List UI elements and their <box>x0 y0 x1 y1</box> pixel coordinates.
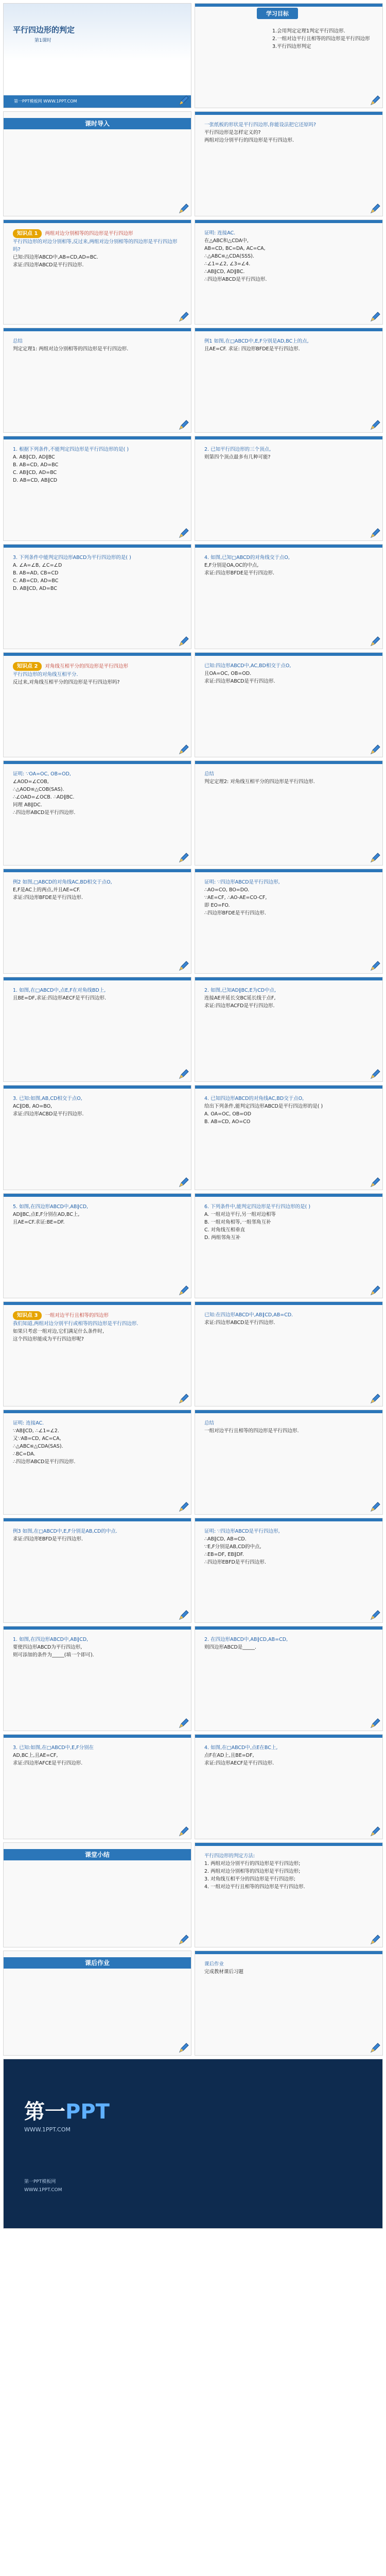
slide-line: 又∵AB=CD, AC=CA, <box>13 1436 61 1442</box>
slide <box>195 652 383 757</box>
pen-icon <box>370 203 381 214</box>
slide-line: 且AE=CF. 求证: 四边形BFDE是平行四边形. <box>204 346 300 352</box>
section-band: 课时导入 <box>4 118 191 129</box>
slide-line: 完成教材课后习题 <box>204 1969 244 1975</box>
slide-line: 且OA=OC, OB=OD. <box>204 671 252 676</box>
slide-line: 点F在AD上,且BE=DF, <box>204 1753 254 1758</box>
slide <box>195 1626 383 1731</box>
slide-line: 已知:四边形ABCD中,AB=CD,AD=BC. <box>13 255 98 260</box>
slide-body <box>13 337 179 353</box>
slide <box>195 1410 383 1515</box>
slide-line: 例3 如图,在□ABCD中,E,F分别是AB,CD的中点. <box>13 1529 117 1534</box>
pen-icon <box>178 1177 189 1188</box>
pen-icon <box>178 744 189 755</box>
slide-line: ∴四边形ABCD是平行四边形. <box>204 277 267 282</box>
slide-line: ∴AB∥CD, AB=CD. <box>204 1536 247 1542</box>
knowledge-tag: 知识点 2 <box>13 662 42 671</box>
slide <box>195 1951 383 2056</box>
slide-body <box>204 1636 370 1651</box>
slide <box>195 977 383 1082</box>
slide-body <box>204 878 370 917</box>
knowledge-tag-row <box>13 1311 179 1320</box>
slide-line: 求证:四边形BFDE是平行四边形. <box>13 895 83 901</box>
slide-line: 求证:四边形ABCD是平行四边形. <box>13 262 84 268</box>
slide-line: D. AB=CD, AB∥CD <box>13 478 58 483</box>
slide-line: 1. 两组对边分别平行的四边形是平行四边形; <box>204 1861 301 1867</box>
top-bar <box>4 653 191 656</box>
slide <box>195 1085 383 1190</box>
pen-icon <box>370 311 381 323</box>
slide <box>3 1193 191 1298</box>
top-bar <box>195 1626 382 1630</box>
slide <box>3 1626 191 1731</box>
slide-line: 2. 如图,已知AD∥BC,E为CD中点, <box>204 988 276 993</box>
slide <box>3 1301 191 1406</box>
slide <box>3 3 191 108</box>
slide-line: 证明: ∵OA=OC, OB=OD, <box>13 771 71 777</box>
pen-icon <box>370 1393 381 1404</box>
slide-line: 平行四边形是怎样定义的? <box>204 130 261 135</box>
pen-icon <box>178 1285 189 1296</box>
slide-line: 2. 两组对边分别相等的四边形是平行四边形; <box>204 1869 301 1874</box>
slide-line: 要使四边形ABCD为平行四边形, <box>13 1645 82 1650</box>
top-bar <box>195 653 382 656</box>
slide-line: 总结 <box>13 338 23 344</box>
slide-body <box>13 878 179 902</box>
slide-line: 4. 已知四边形ABCD的对角线AC,BD交于点O, <box>204 1096 304 1101</box>
final-slide <box>3 2059 383 2229</box>
slide-line: 5. 如图,在四边形ABCD中,AB∥CD, <box>13 1204 89 1210</box>
slide <box>195 3 383 108</box>
slide-line: 3. 已知:如图,AB,CD相交于点O, <box>13 1096 82 1101</box>
slide <box>195 1518 383 1623</box>
slide-line: A. ∠A=∠B, ∠C=∠D <box>13 563 62 568</box>
top-bar <box>195 1735 382 1738</box>
slide-line: ∠AOD=∠COB, <box>13 779 49 785</box>
slide <box>3 1518 191 1623</box>
slide-body <box>13 1203 179 1226</box>
slide-body <box>13 1744 179 1767</box>
slide-line: 3. 对角线互相平分的四边形是平行四边形; <box>204 1876 295 1882</box>
slide-line: E,F分别是OA,OC的中点, <box>204 563 259 568</box>
pen-icon <box>370 1501 381 1513</box>
pen-icon <box>178 1609 189 1621</box>
slide <box>195 111 383 216</box>
slide-line: 我们知道,两组对边分别平行或相等的四边形是平行四边形. <box>13 1321 138 1327</box>
pen-icon <box>178 1934 189 1945</box>
slide-body <box>204 987 370 1010</box>
slide-line: ∵E,F分别是AB,CD的中点, <box>204 1544 261 1550</box>
final-footer-line: WWW.1PPT.COM <box>24 2188 62 2193</box>
top-bar <box>4 761 191 764</box>
slide <box>3 760 191 866</box>
pen-icon <box>370 1285 381 1296</box>
slide-line: 且AE=CF.求证:BE=DF. <box>13 1219 65 1225</box>
slide-line: ∵AB∥CD, ∴∠1=∠2. <box>13 1428 59 1434</box>
pen-icon <box>178 203 189 214</box>
top-bar <box>4 545 191 548</box>
slide-line: 即 EO=FO. <box>204 903 230 908</box>
slide-line: 一张纸板的形状是平行四边形,你能设法把它还原吗? <box>204 122 317 128</box>
slide-line: B. AB=CD, AO=CO <box>204 1119 251 1125</box>
slide-line: 求证:四边形AECF是平行四边形. <box>204 1760 274 1766</box>
slide-body <box>204 554 370 577</box>
slide-body <box>204 1419 370 1435</box>
top-bar <box>195 1843 382 1846</box>
top-bar <box>4 977 191 980</box>
top-bar <box>195 1518 382 1521</box>
top-bar <box>195 112 382 115</box>
slide-body <box>13 987 179 1002</box>
slide-line: ∴△ABC≌△CDA(SAS). <box>13 1444 63 1449</box>
top-bar <box>4 869 191 872</box>
pen-icon <box>370 744 381 755</box>
slide-line: C. AB∥CD, AD=BC <box>13 470 57 476</box>
pen-icon <box>178 1718 189 1729</box>
final-logo-a: 第一 <box>24 2100 65 2124</box>
top-bar <box>195 436 382 439</box>
slide-line: 求证:四边形AFCE是平行四边形. <box>13 1760 83 1766</box>
slide-line: ∵AE=CF, ∴AO-AE=CO-CF, <box>204 895 267 901</box>
slide-line: 证明: ∵四边形ABCD是平行四边形, <box>204 879 280 885</box>
pen-icon <box>370 1934 381 1945</box>
slide-body <box>204 1960 370 1976</box>
slide-line: 这个四边形能成为平行四边形呢? <box>13 1336 84 1342</box>
slide-line: ∴EB=DF, EB∥DF. <box>204 1552 244 1557</box>
slide-line: 3. 下列条件中能判定四边形ABCD为平行四边形的是( ) <box>13 555 131 561</box>
slide-line: 3. 已知:如图,在□ABCD中,E,F分别在 <box>13 1745 94 1751</box>
slide-body <box>204 1203 370 1242</box>
slide-line: 1. 如图,在四边形ABCD中,AB∥CD, <box>13 1637 89 1642</box>
slide-line: C. 对角线互相垂直 <box>204 1227 245 1233</box>
slide-line: 求证:四边形ACBD是平行四边形. <box>13 1111 84 1117</box>
top-bar <box>4 436 191 439</box>
knowledge-tag-row <box>13 662 179 671</box>
slide-line: 1. 如图,在□ABCD中,点E,F在对角线BD上, <box>13 988 106 993</box>
slide <box>195 869 383 974</box>
section-band: 课后作业 <box>4 1957 191 1969</box>
top-bar <box>195 1086 382 1089</box>
slide-line: B. 一组对角相等,一组邻角互补 <box>204 1219 271 1225</box>
final-logo <box>24 2095 110 2125</box>
slide <box>195 1301 383 1406</box>
slide-line: ∴∠OAD=∠OCB. ∴AD∥BC. <box>13 794 75 800</box>
slide <box>3 652 191 757</box>
slide <box>3 1734 191 1839</box>
slide-line: 判定定理1: 两组对边分别相等的四边形是平行四边形. <box>13 346 129 352</box>
goal-item: 1.会用判定定理1判定平行四边形. <box>272 28 345 34</box>
slide <box>3 111 191 216</box>
slide-line: 例2 如图,□ABCD的对角线AC,BD相交于点O, <box>13 879 112 885</box>
slide-line: 求证:四边形ABCD是平行四边形. <box>204 1320 275 1326</box>
slide-line: 4. 如图,已知□ABCD的对角线交于点O, <box>204 555 290 561</box>
slide-line: 证明: ∵四边形ABCD是平行四边形, <box>204 1529 280 1534</box>
final-url: WWW.1PPT.COM <box>24 2126 71 2133</box>
slide <box>3 1410 191 1515</box>
slide-line: 课后作业 <box>204 1961 224 1967</box>
slide-body <box>204 446 370 461</box>
final-footer <box>24 2178 62 2194</box>
slide-line: D. AB∥CD, AD=BC <box>13 586 57 591</box>
slide-line: ∴AB∥CD, AD∥BC. <box>204 269 245 275</box>
pen-icon <box>178 1501 189 1513</box>
slide-line: 则可添加的条件为_____(填一个即可). <box>13 1652 94 1658</box>
knowledge-tag: 知识点 1 <box>13 229 42 238</box>
top-bar <box>195 4 382 7</box>
slide-body <box>204 1095 370 1126</box>
pen-icon <box>370 1177 381 1188</box>
slide-line: 则四边形ABCD是_____. <box>204 1645 257 1650</box>
slide-line: 平行四边形的对边分别相等,反过来,两组对边分别相等的四边形是平行四边形吗? <box>13 239 178 252</box>
slide <box>195 544 383 649</box>
slide-line: 求证:四边形BFDE是平行四边形. <box>204 570 275 576</box>
slide-body <box>204 1744 370 1767</box>
cover-subtitle: 第1课时 <box>34 38 51 43</box>
goal-item: 3.平行四边形判定 <box>272 44 311 49</box>
slide-line: AD,BC上,且AE=CF, <box>13 1753 58 1758</box>
slide-body <box>13 229 179 269</box>
top-bar <box>4 1194 191 1197</box>
section-banner: 学习目标 <box>257 8 298 19</box>
slide <box>3 1085 191 1190</box>
cover-title: 平行四边形的判定 <box>13 25 75 35</box>
pen-icon <box>370 852 381 863</box>
slide-body <box>204 770 370 786</box>
pen-icon <box>370 2042 381 2054</box>
slide-body <box>13 662 179 686</box>
top-bar <box>195 761 382 764</box>
pen-icon <box>370 528 381 539</box>
slide-body <box>204 1852 370 1891</box>
slide-line: 2. 在四边形ABCD中,AB∥CD,AB=CD, <box>204 1637 288 1642</box>
slide-line: 证明: 连接AC. <box>204 230 236 236</box>
pen-icon <box>178 852 189 863</box>
top-bar <box>4 1735 191 1738</box>
top-bar <box>195 1951 382 1954</box>
slide <box>195 1734 383 1839</box>
top-bar <box>195 220 382 223</box>
cover-footer: 第一PPT模板网 WWW.1PPT.COM <box>4 95 191 108</box>
slide-grid <box>3 3 383 2229</box>
final-footer-line: 第一PPT模板网 <box>24 2179 56 2184</box>
slide-line: 2. 已知平行四边形的三个顶点, <box>204 447 271 452</box>
slide <box>3 1951 191 2056</box>
slide-body <box>13 770 179 817</box>
goal-item: 2.一组对边平行且相等的四边形是平行四边形 <box>272 36 370 42</box>
knowledge-tag-row <box>13 229 179 238</box>
pen-icon <box>178 960 189 972</box>
slide-line: ∴四边形BFDE是平行四边形. <box>204 910 266 916</box>
slide <box>3 544 191 649</box>
slide-body <box>13 1311 179 1343</box>
slide-line: 总结 <box>204 1420 215 1426</box>
slide-line: 例1 如图,在□ABCD中,E,F分别是AD,BC上的点, <box>204 338 309 344</box>
slide-line: ∴AO=CO, BO=DO. <box>204 887 250 893</box>
slide-line: 在△ABC和△CDA中, <box>204 238 249 244</box>
pen-icon <box>178 419 189 431</box>
top-bar <box>195 1194 382 1197</box>
slide-line: 且BE=DF,求证:四边形AECF是平行四边形. <box>13 995 107 1001</box>
knowledge-tag-label: 对角线互相平分的四边形是平行四边形 <box>45 664 128 669</box>
slide <box>195 219 383 325</box>
slide-body <box>204 1311 370 1327</box>
slide-line: C. AB=CD, AD=BC <box>13 578 59 584</box>
slide-line: ∴四边形EBFD是平行四边形. <box>204 1560 266 1565</box>
slide-line: A. 一组对边平行,另一组对边相等 <box>204 1212 276 1217</box>
slide-line: ∴四边形ABCD是平行四边形. <box>13 810 76 816</box>
slide-line: 平行四边形的判定方法: <box>204 1853 255 1859</box>
slide-line: 总结 <box>204 771 215 777</box>
slide-line: 如果只考虑一组对边,它们满足什么条件时, <box>13 1329 104 1334</box>
slide-body <box>13 554 179 592</box>
slide-line: E,F是AC上的两点,并且AE=CF. <box>13 887 81 893</box>
knowledge-tag: 知识点 3 <box>13 1311 42 1320</box>
final-logo-b: PPT <box>65 2100 110 2124</box>
slide-body <box>204 229 370 283</box>
slide-body <box>204 121 370 144</box>
slide-line: 判定定理2: 对角线互相平分的四边形是平行四边形. <box>204 779 315 785</box>
slide <box>3 328 191 433</box>
pen-icon <box>178 528 189 539</box>
slide-body <box>204 1528 370 1566</box>
slide-body <box>13 1095 179 1118</box>
top-bar <box>195 977 382 980</box>
slide <box>195 436 383 541</box>
slide-line: 同理 AB∥DC. <box>13 802 42 808</box>
slide-line: 1. 根据下列条件,不能判定四边形是平行四边形的是( ) <box>13 447 129 452</box>
slide-line: AB=CD, BC=DA, AC=CA, <box>204 246 266 251</box>
slide-line: AC∥DB, AO=BO, <box>13 1104 52 1109</box>
slide-line: AD∥BC,点E,F分别在AD,BC上, <box>13 1212 80 1217</box>
slide-line: 4. 如图,在□ABCD中,点E在BC上, <box>204 1745 278 1751</box>
pen-icon <box>178 2042 189 2054</box>
slide-line: 4. 一组对边平行且相等的四边形是平行四边形. <box>204 1884 305 1890</box>
top-bar <box>195 328 382 331</box>
slide-line: 反过来,对角线互相平分的四边形是平行四边形吗? <box>13 680 120 685</box>
slide-body <box>204 662 370 685</box>
pen-icon <box>370 960 381 972</box>
slide <box>3 1842 191 1947</box>
section-band: 课堂小结 <box>4 1849 191 1860</box>
top-bar <box>4 1518 191 1521</box>
pen-icon <box>370 1826 381 1837</box>
pen-icon <box>178 95 189 106</box>
pen-icon <box>370 636 381 647</box>
slide-line: D. 两组邻角互补 <box>204 1235 241 1241</box>
goals-list <box>272 27 370 50</box>
knowledge-tag-label: 一组对边平行且相等的四边形 <box>45 1313 109 1318</box>
top-bar <box>4 1302 191 1305</box>
slide-body <box>204 337 370 353</box>
slide-line: ∴四边形ABCD是平行四边形. <box>13 1459 76 1465</box>
slide-line: 则第四个顶点最多有几种可能? <box>204 454 271 460</box>
slide-line: A. OA=OC, OB=OD <box>204 1111 252 1117</box>
pen-icon <box>178 1069 189 1080</box>
slide-line: 已知:在四边形ABCD中,AB∥CD,AB=CD. <box>204 1312 293 1318</box>
slide <box>3 436 191 541</box>
pen-icon <box>178 1826 189 1837</box>
pen-icon <box>178 1393 189 1404</box>
top-bar <box>195 869 382 872</box>
top-bar <box>4 1626 191 1630</box>
slide-line: ∴BC=DA. <box>13 1451 36 1457</box>
slide-line: 已知:四边形ABCD中,AC,BD相交于点O, <box>204 663 291 669</box>
slide-line: ∴△AOD≌△COB(SAS). <box>13 787 64 792</box>
slide-line: 一组对边平行且相等的四边形是平行四边形. <box>204 1428 299 1434</box>
slide-line: ∴∠1=∠2, ∠3=∠4. <box>204 261 251 267</box>
slide-line: ∴△ABC≌△CDA(SSS). <box>204 253 254 259</box>
top-bar <box>195 545 382 548</box>
slide-line: 6. 下列条件中,能判定四边形是平行四边形的是( ) <box>204 1204 311 1210</box>
slide-line: 求证:四边形ABCD是平行四边形. <box>204 679 275 684</box>
pen-icon <box>370 1609 381 1621</box>
slide <box>3 977 191 1082</box>
slide-line: 求证:四边形EBFD是平行四边形. <box>13 1536 83 1542</box>
slide-line: 证明: 连接AC. <box>13 1420 44 1426</box>
top-bar <box>4 328 191 331</box>
knowledge-tag-label: 两组对边分别相等的四边形是平行四边形 <box>45 231 133 236</box>
pen-icon <box>370 1069 381 1080</box>
slide-body <box>13 1636 179 1659</box>
slide-line: 求证:四边形ACFD是平行四边形. <box>204 1003 275 1009</box>
pen-icon <box>178 636 189 647</box>
top-bar <box>195 1302 382 1305</box>
top-bar <box>4 1086 191 1089</box>
slide-body <box>13 446 179 484</box>
slide <box>3 869 191 974</box>
slide <box>195 1193 383 1298</box>
slide-line: B. AB=AD, CB=CD <box>13 570 59 576</box>
top-bar <box>4 1410 191 1413</box>
slide-line: A. AB∥CD, AD∥BC <box>13 454 55 460</box>
slide-body <box>13 1419 179 1466</box>
slide-line: 给出下列条件,能判定四边形ABCD是平行四边形的是( ) <box>204 1104 323 1109</box>
slide <box>3 219 191 325</box>
pen-icon <box>370 419 381 431</box>
slide <box>195 760 383 866</box>
slide-line: 两组对边分别平行的四边形是平行四边形. <box>204 138 294 143</box>
slide-line: B. AB=CD, AD=BC <box>13 462 59 468</box>
pen-icon <box>370 1718 381 1729</box>
slide <box>195 1842 383 1947</box>
pen-icon <box>370 95 381 106</box>
pen-icon <box>178 311 189 323</box>
slide-line: 连接AE并延长交BC延长线于点F, <box>204 995 276 1001</box>
slide <box>195 328 383 433</box>
slide-body <box>13 1528 179 1543</box>
slide-line: 平行四边形的对角线互相平分. <box>13 672 78 677</box>
top-bar <box>195 1410 382 1413</box>
top-bar <box>4 220 191 223</box>
